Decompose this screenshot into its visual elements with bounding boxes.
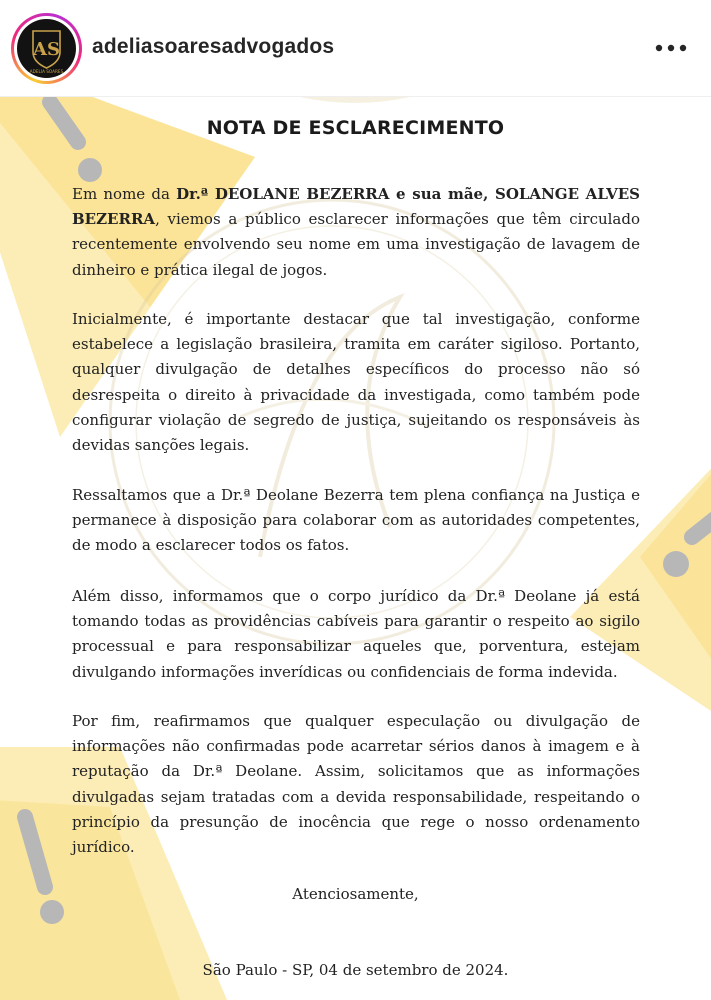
closing-salutation: Atenciosamente,: [292, 885, 419, 903]
story-ring[interactable]: [11, 13, 82, 84]
place-date: São Paulo - SP, 04 de setembro de 2024.: [202, 961, 509, 979]
svg-text:ADELIA SOARES: ADELIA SOARES: [29, 69, 64, 74]
post-image[interactable]: [0, 97, 711, 1000]
law-firm-logo-icon: [17, 19, 76, 78]
client-names: Dr.ª DEOLANE BEZERRA e sua mãe, SOLANGE ALVES BEZERRA: [72, 185, 640, 229]
username-link[interactable]: adeliasoaresadvogados: [92, 35, 335, 58]
post-header: [0, 0, 711, 97]
paragraph-legal-measures: Além disso, informamos que o corpo jurídico da Dr.ª Deolane já está tomando todas as providências cabíveis para garantir o respeito ao sigilo processual e para responsabilizar aqueles que, porventura, estejam divulgando informações inverídicas ou confidenciais de forma indevida.: [72, 587, 640, 681]
paragraph-confidentiality: Inicialmente, é importante destacar que tal investigação, conforme estabelece a legislação brasileira, tramita em caráter sigiloso. Portanto, qualquer divulgação de detalhes específicos do processo não só desrespeita o direito à privacidade da investigada, como também pode configurar violação de segredo de justiça, sujeitando os responsáveis às devidas sanções legais.: [72, 310, 640, 455]
svg-text:AS: AS: [33, 39, 60, 60]
paragraph-conclusion: Por fim, reafirmamos que qualquer especulação ou divulgação de informações não confirmadas pode acarretar sérios danos à imagem e à reputação da Dr.ª Deolane. Assim, solicitamos que as informações divulgadas sejam tratadas com a devida responsabilidade, respeitando o princípio da presunção de inocência que rege o nosso ordenamento jurídico.: [72, 712, 640, 857]
document-title: NOTA DE ESCLARECIMENTO: [206, 117, 505, 139]
paragraph-confidence: Ressaltamos que a Dr.ª Deolane Bezerra tem plena confiança na Justiça e permanece à disposição para colaborar com as autoridades competentes, de modo a esclarecer todos os fatos.: [72, 486, 640, 555]
avatar[interactable]: [17, 19, 76, 78]
paragraph-intro: Em nome da Dr.ª DEOLANE BEZERRA e sua mãe, SOLANGE ALVES BEZERRA, viemos a público esclarecer informações que têm circulado recentemente envolvendo seu nome em uma investigação de lavagem de dinheiro e prática ilegal de jogos.: [72, 185, 640, 279]
more-horizontal-icon[interactable]: [650, 34, 692, 62]
